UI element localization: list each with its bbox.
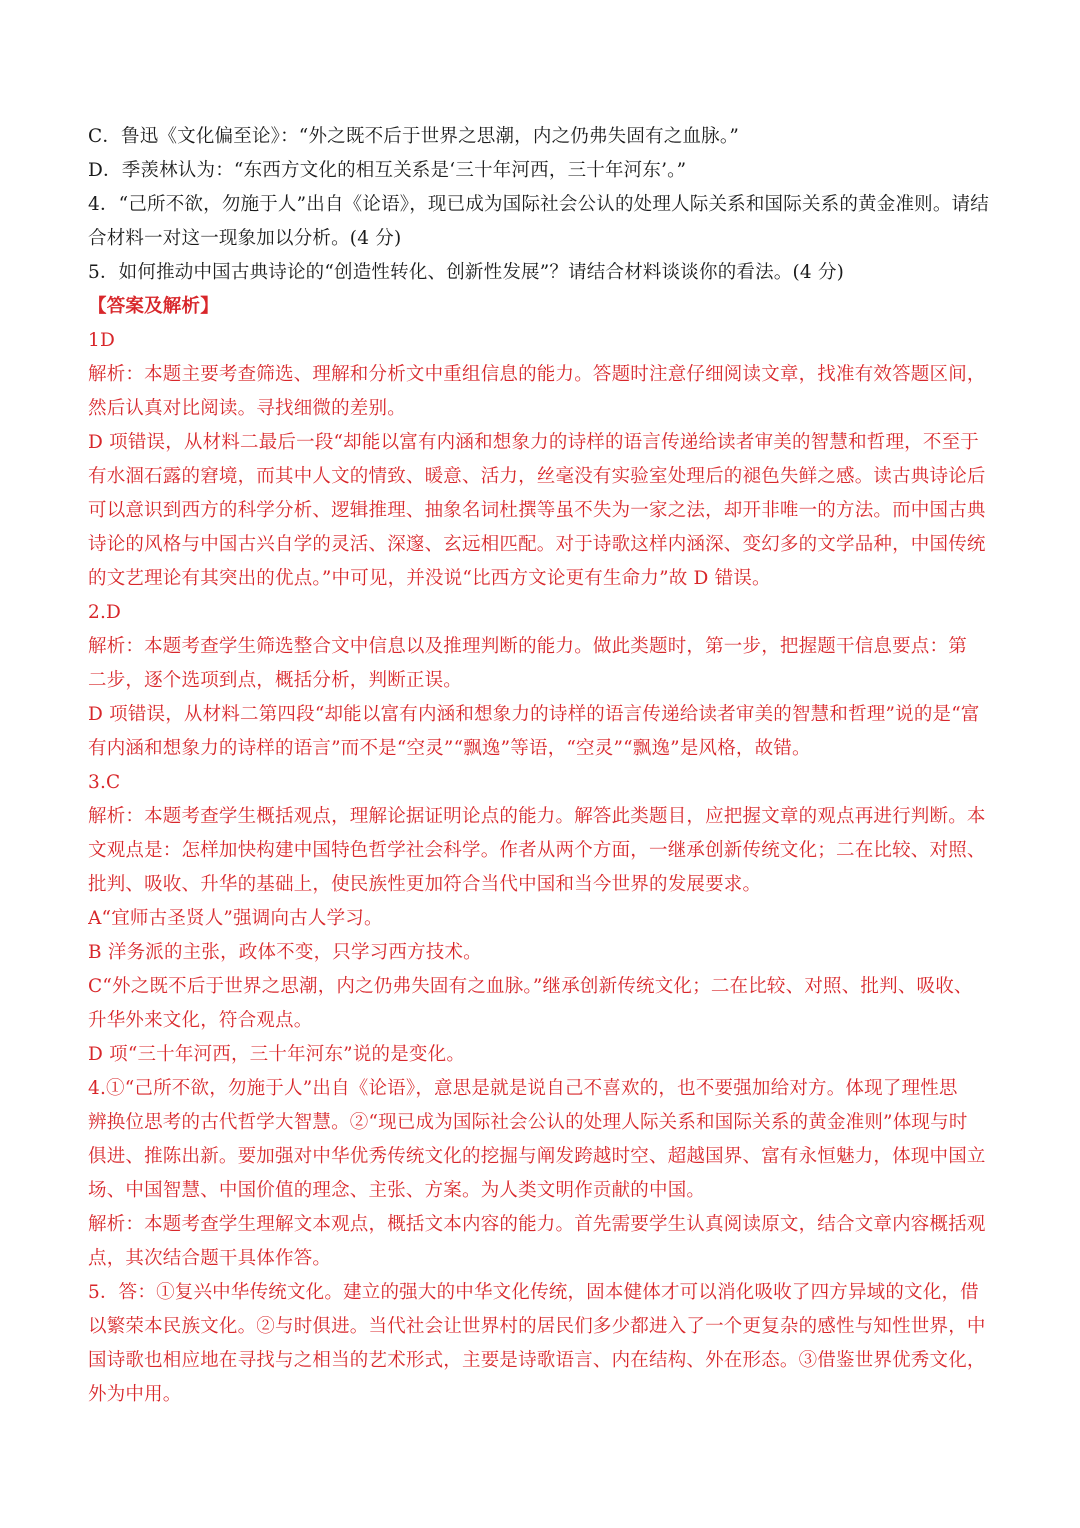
- text-line: 点，其次结合题干具体作答。: [88, 1248, 332, 1269]
- text-line: A“宜师古圣贤人”强调向古人学习。: [88, 908, 383, 929]
- text-line: 4.①“己所不欲，勿施于人”出自《论语》，意思是就是说自己不喜欢的，也不要强加给对方。体现了理性思: [88, 1078, 958, 1099]
- text-line: 解析：本题主要考查筛选、理解和分析文中重组信息的能力。答题时注意仔细阅读文章，找准有效答题区间，: [88, 364, 986, 385]
- text-line: 升华外来文化，符合观点。: [88, 1010, 313, 1031]
- text-line: D 项“三十年河西，三十年河东”说的是变化。: [88, 1044, 466, 1065]
- text-line: 场、中国智慧、中国价值的理念、主张、方案。为人类文明作贡献的中国。: [88, 1180, 706, 1201]
- text-line: 2.D: [88, 602, 122, 623]
- text-line: C“外之既不后于世界之思潮，内之仍弗失固有之血脉。”继承创新传统文化；二在比较、对照、批判、吸收、: [88, 976, 973, 997]
- text-line: 有内涵和想象力的诗样的语言”而不是“空灵”“飘逸”等语，“空灵”“飘逸”是风格，故错。: [88, 738, 811, 759]
- text-line: 辨换位思考的古代哲学大智慧。②“现已成为国际社会公认的处理人际关系和国际关系的黄金准则”体现与时: [88, 1112, 968, 1133]
- text-line: 然后认真对比阅读。寻找细微的差别。: [88, 398, 406, 419]
- text-line: 有水涸石露的窘境，而其中人文的情致、暖意、活力，丝毫没有实验室处理后的褪色失鲜之感。读古典诗论后: [88, 466, 986, 487]
- text-line: C．鲁迅《文化偏至论》：“外之既不后于世界之思潮，内之仍弗失固有之血脉。”: [88, 126, 739, 147]
- text-line: 俱进、推陈出新。要加强对中华优秀传统文化的挖掘与阐发跨越时空、超越国界、富有永恒魅力，体现中国立: [88, 1146, 986, 1167]
- text-line: 5．答：①复兴中华传统文化。建立的强大的中华文化传统，固本健体才可以消化吸收了四方异域的文化，借: [88, 1282, 979, 1303]
- text-line: 的文艺理论有其突出的优点。”中可见，并没说“比西方文论更有生命力”故 D 错误。: [88, 568, 771, 589]
- text-line: 5．如何推动中国古典诗论的“创造性转化、创新性发展”？请结合材料谈谈你的看法。(4 分): [88, 262, 845, 283]
- text-line: 外为中用。: [88, 1384, 182, 1405]
- section-heading: 【答案及解析】: [88, 296, 219, 317]
- document-body: [88, 120, 994, 1412]
- text-line: 可以意识到西方的科学分析、逻辑推理、抽象名词杜撰等虽不失为一家之法，却开非唯一的方法。而中国古典: [88, 500, 986, 521]
- text-line: 国诗歌也相应地在寻找与之相当的艺术形式，主要是诗歌语言、内在结构、外在形态。③借鉴世界优秀文化，: [88, 1350, 986, 1371]
- text-line: 4．“己所不欲，勿施于人”出自《论语》，现已成为国际社会公认的处理人际关系和国际关系的黄金准则。请结: [88, 194, 989, 215]
- text-line: 批判、吸收、升华的基础上，使民族性更加符合当代中国和当今世界的发展要求。: [88, 874, 762, 895]
- text-line: 诗论的风格与中国古兴自学的灵活、深邃、玄远相匹配。对于诗歌这样内涵深、变幻多的文学品种，中国传统: [88, 534, 986, 555]
- text-line: B 洋务派的主张，政体不变，只学习西方技术。: [88, 942, 482, 963]
- text-line: 合材料一对这一现象加以分析。(4 分): [88, 228, 402, 249]
- text-line: 解析：本题考查学生概括观点，理解论据证明论点的能力。解答此类题目，应把握文章的观点再进行判断。本: [88, 806, 986, 827]
- text-line: 以繁荣本民族文化。②与时俱进。当代社会让世界村的居民们多少都进入了一个更复杂的感性与知性世界，中: [88, 1316, 986, 1337]
- text-line: 解析：本题考查学生理解文本观点，概括文本内容的能力。首先需要学生认真阅读原文，结合文章内容概括观: [88, 1214, 986, 1235]
- text-line: 文观点是：怎样加快构建中国特色哲学社会科学。作者从两个方面，一继承创新传统文化；二在比较、对照、: [88, 840, 986, 861]
- text-line: D．季羡林认为：“东西方文化的相互关系是‘三十年河西，三十年河东’。”: [88, 160, 687, 181]
- text-line: 1D: [88, 330, 116, 351]
- text-line: D 项错误，从材料二最后一段“却能以富有内涵和想象力的诗样的语言传递给读者审美的智慧和哲理，不至于: [88, 432, 979, 453]
- text-line: 3.C: [88, 772, 121, 793]
- text-line: D 项错误，从材料二第四段“却能以富有内涵和想象力的诗样的语言传递给读者审美的智慧和哲理”说的是“富: [88, 704, 980, 725]
- text-line: 二步，逐个选项到点，概括分析，判断正误。: [88, 670, 463, 691]
- text-line: 解析：本题考查学生筛选整合文中信息以及推理判断的能力。做此类题时，第一步，把握题干信息要点：第: [88, 636, 967, 657]
